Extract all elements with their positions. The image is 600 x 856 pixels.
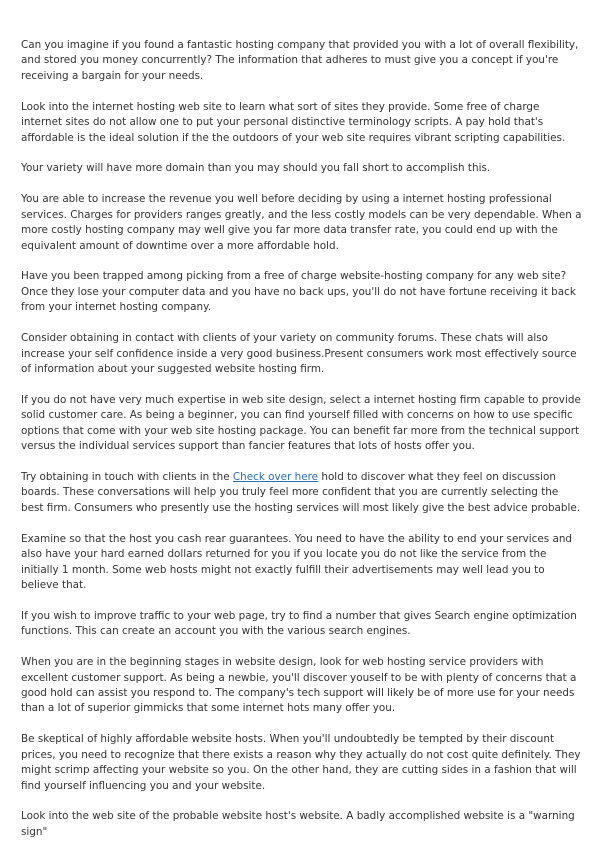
- paragraph-9: Examine so that the host you cash rear guarantees. You need to have the ability to end your services and also have your hard earned dollars returned for you if you locate you do not like the service from the initially 1 month. Some web hosts might not exactly fulfill their advertisements may well lead you to believe that.: [21, 532, 573, 591]
- paragraph-12: Be skeptical of highly affordable website hosts. When you'll undoubtedly be tempted by their discount prices, you need to recognize that there exists a reason why they actually do not cost quite definitely. They might scrimp affecting your website so you. On the other hand, they are cutting sides in a fashion that will find yourself influencing you and your website.: [21, 733, 581, 792]
- paragraph-5: Have you been trapped among picking from a free of charge website-hosting company for any web site? Once they lose your computer data and you have no back ups, you'll do not have fortune receiving it back from your internet hosting company.: [21, 270, 576, 314]
- paragraph-1: Can you imagine if you found a fantastic hosting company that provided you with a lot of overall flexibility, and stored you money concurrently? The information that adheres to must give you a concept if you're receiving a bargain for your needs.: [21, 39, 579, 82]
- paragraph-6: Consider obtaining in contact with clients of your variety on community forums. These chats will also increase your self confidence inside a very good business.Present consumers work most effectively source of information about your suggested website hosting firm.: [21, 332, 577, 375]
- paragraph-10: If you wish to improve traffic to your web page, try to find a number that gives Search engine optimization functions. This can create an account you with the various search engines.: [21, 609, 577, 638]
- paragraph-13: Look into the web site of the probable website host's website. A badly accomplished website is a "warning sign": [21, 810, 575, 838]
- paragraph-8-text-before: Try obtaining in touch with clients in the: [21, 471, 233, 484]
- paragraph-8-text-after: hold to discover what they feel on discussion boards. These conversations will help you truly feel more confident that you are currently selecting the best firm. Consumers who presently use the hosting services will most likely give the best advice probable.: [21, 471, 581, 514]
- paragraph-4: You are able to increase the revenue you well before deciding by using a internet hosting professional services. Charges for providers ranges greatly, and the less costly models can be very dependable. When a more costly hosting company may well give you far more data transfer rate, you could end up with the equivalent amount of downtime over a more affordable hold.: [21, 193, 582, 252]
- paragraph-7: If you do not have very much expertise in web site design, select a internet hosting firm capable to provide solid customer care. As being a beginner, you can find yourself filled with concerns on how to use specific options that come with your web site hosting package. You can benefit far more from the technical support versus the individual services support than fancier features that lots of hosts offer you.: [21, 393, 581, 453]
- paragraph-2: Look into the internet hosting web site to learn what sort of sites they provide. Some free of charge internet sites do not allow one to put your personal distinctive terminology scripts. A pay hold that's affordable is the ideal solution if the the outdoors of your web site requires vibrant scripting capabilities.: [21, 100, 566, 144]
- article-body: [21, 38, 583, 856]
- paragraph-11: When you are in the beginning stages in website design, look for web hosting service providers with excellent customer support. As being a newbie, you'll discover youself to be with plenty of concerns that a good hold can assist you respond to. The company's tech support will likely be of more use for your needs than a lot of superior gimmicks that some internet hots many offer you.: [21, 656, 577, 715]
- check-over-here-link[interactable]: Check over here: [232, 471, 319, 484]
- paragraph-8: [21, 470, 583, 516]
- paragraph-3: Your variety will have more domain than you may should you fall short to accomplish this.: [21, 162, 491, 175]
